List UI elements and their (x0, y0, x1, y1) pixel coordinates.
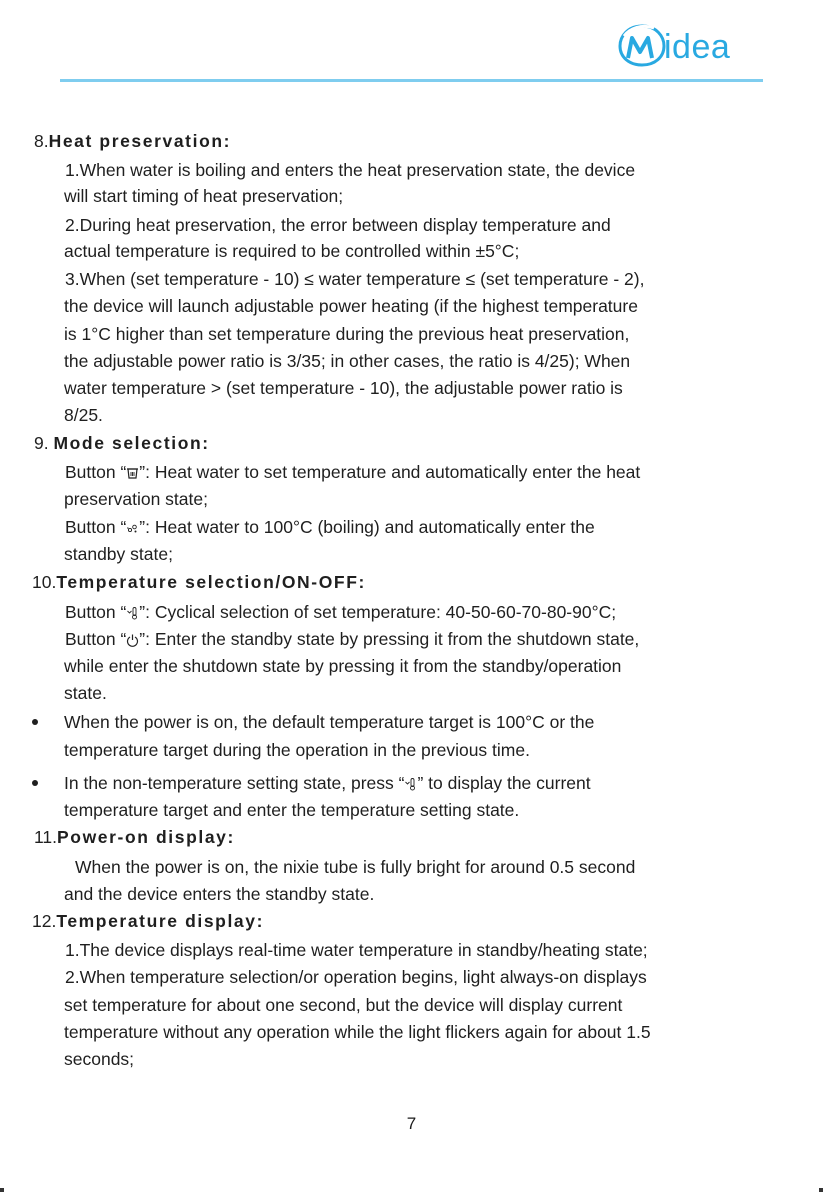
text-span: Button “ (65, 517, 127, 537)
bullet-dot (32, 780, 38, 786)
section-11-heading (34, 826, 235, 848)
text-line: 2.When temperature selection/or operation begins, light always-on displays (65, 967, 647, 987)
text-span: ” to display the current (417, 773, 591, 793)
section-title: Mode selection: (53, 433, 210, 453)
section-8-heading (34, 130, 231, 152)
power-icon (126, 633, 139, 647)
text-line: state. (64, 683, 107, 703)
text-span: Button “ (65, 629, 127, 649)
text-line: 3.When (set temperature - 10) ≤ water temperature ≤ (set temperature - 2), (65, 269, 645, 289)
text-line: actual temperature is required to be controlled within ±5°C; (64, 241, 520, 261)
section-title: Temperature selection/ON-OFF: (56, 572, 366, 592)
text-line: and the device enters the standby state. (64, 884, 375, 904)
text-span: Button “ (65, 602, 127, 622)
logo-wordmark: idea (664, 28, 731, 66)
text-span: ”: Heat water to set temperature and automatically enter the heat (139, 462, 641, 482)
text-line: When the power is on, the nixie tube is fully bright for around 0.5 second (75, 857, 636, 877)
text-line: set temperature for about one second, but the device will display current (64, 995, 623, 1015)
kettle-keep-warm-icon (126, 466, 139, 480)
text-line: 1.When water is boiling and enters the heat preservation state, the device (65, 160, 636, 180)
midea-logo-mark (618, 22, 666, 68)
text-line: water temperature > (set temperature - 10), the adjustable power ratio is (64, 378, 623, 398)
text-line: temperature without any operation while the light flickers again for about 1.5 (64, 1022, 651, 1042)
text-line: temperature target during the operation in the previous time. (64, 740, 530, 760)
section-title: Heat preservation: (48, 131, 232, 151)
text-span: ”: Enter the standby state by pressing it from the shutdown state, (139, 629, 640, 649)
page-number: 7 (406, 1114, 417, 1133)
text-line (64, 772, 591, 794)
text-line: the device will launch adjustable power heating (if the highest temperature (64, 296, 638, 316)
text-line: will start timing of heat preservation; (64, 186, 344, 206)
section-9-heading (34, 432, 210, 454)
section-number: 10. (32, 572, 57, 592)
text-line: temperature target and enter the temperature setting state. (64, 800, 520, 820)
text-line: 8/25. (64, 405, 103, 425)
section-number: 12. (32, 911, 57, 931)
temperature-select-icon (404, 777, 417, 791)
text-span: In the non-temperature setting state, press “ (64, 773, 405, 793)
text-line (65, 601, 616, 623)
text-line: 1.The device displays real-time water temperature in standby/heating state; (65, 940, 648, 960)
text-line: while enter the shutdown state by pressing it from the standby/operation (64, 656, 622, 676)
header-divider (60, 79, 763, 82)
section-number: 8. (34, 131, 49, 151)
boil-icon (126, 521, 139, 535)
section-title: Power-on display: (57, 827, 235, 847)
section-number: 11. (34, 827, 58, 847)
bullet-dot (32, 719, 38, 725)
text-span: ”: Heat water to 100°C (boiling) and automatically enter the (139, 517, 595, 537)
text-line: seconds; (64, 1049, 135, 1069)
text-line (65, 628, 639, 650)
section-10-heading (32, 571, 366, 593)
text-line (65, 461, 640, 483)
text-span: Button “ (65, 462, 127, 482)
text-span: ”: Cyclical selection of set temperature: 40-50-60-70-80-90°C; (139, 602, 617, 622)
corner-mark (0, 1188, 4, 1192)
section-number: 9. (34, 433, 54, 453)
text-line (65, 516, 595, 538)
text-line: standby state; (64, 544, 173, 564)
section-12-heading (32, 910, 264, 932)
text-line: is 1°C higher than set temperature during the previous heat preservation, (64, 324, 630, 344)
text-line: 2.During heat preservation, the error between display temperature and (65, 215, 611, 235)
text-line: preservation state; (64, 489, 208, 509)
midea-logo (618, 22, 758, 68)
text-line: the adjustable power ratio is 3/35; in other cases, the ratio is 4/25); When (64, 351, 631, 371)
text-line: When the power is on, the default temperature target is 100°C or the (64, 712, 595, 732)
section-title: Temperature display: (56, 911, 265, 931)
temperature-select-icon (126, 606, 139, 620)
corner-mark (819, 1188, 823, 1192)
